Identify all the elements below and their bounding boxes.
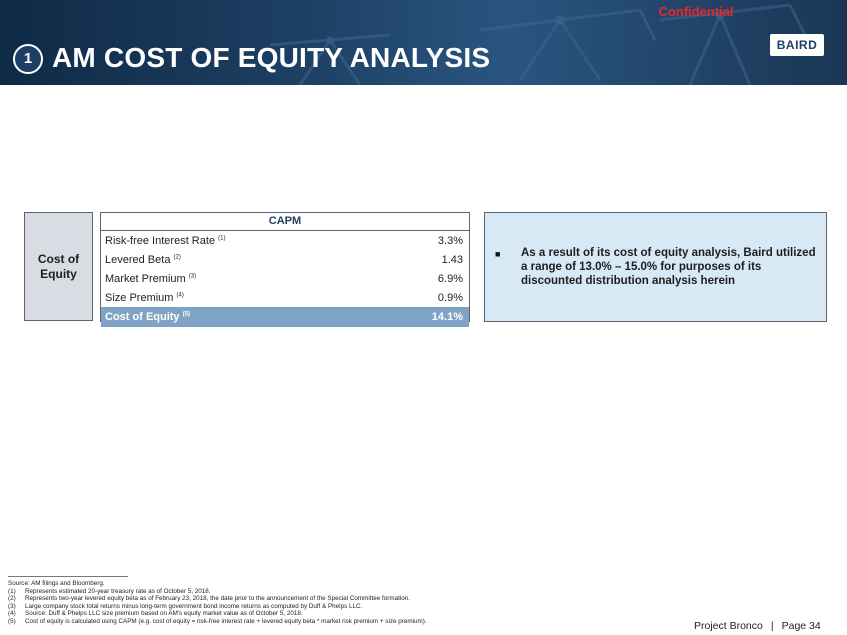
source-note: Source: AM filings and Bloomberg. — [8, 580, 105, 587]
row-value: 6.9% — [437, 272, 463, 285]
total-label: Cost of Equity $^{(5)}$ — [105, 311, 190, 323]
confidential-label: Confidential — [658, 4, 734, 19]
table-row — [101, 288, 469, 307]
table-row — [101, 250, 469, 269]
footnote-item: (4) Source: Duff & Phelps LLC size premium based on AM's equity market value as of October 5, 2018. — [8, 610, 303, 618]
bullet-icon: ■ — [495, 249, 501, 259]
row-label: Levered Beta $^{(2)}$ — [105, 253, 181, 266]
baird-logo: BAIRD — [770, 34, 824, 56]
footer-separator: | — [770, 620, 774, 632]
table-row — [101, 231, 469, 250]
footnote-divider — [8, 576, 128, 577]
project-name: Project Bronco — [694, 620, 763, 632]
table-row — [101, 269, 469, 288]
row-label: Risk-free Interest Rate $^{(1)}$ — [105, 234, 226, 247]
capm-heading: CAPM — [101, 213, 469, 231]
header-banner — [0, 0, 847, 85]
capm-table — [100, 212, 470, 322]
page-number: Page 34 — [781, 620, 821, 632]
cost-of-equity-total-row — [101, 307, 469, 327]
footnote-item: (5) Cost of equity is calculated using CAPM (e.g. cost of equity = risk-free interest rate + levered equity beta * market risk premium + size premium). — [8, 617, 427, 625]
footnote-item: (1) Represents estimated 20-year treasury rate as of October 5, 2018. — [8, 587, 211, 595]
footnote-item: (2) Represents two-year levered equity beta as of February 23, 2018, the date prior to the announcement of the Special Committee formation. — [8, 595, 411, 603]
row-value: 1.43 — [441, 253, 463, 266]
row-value: 3.3% — [437, 234, 463, 247]
footnotes — [8, 576, 568, 626]
conclusion-text: As a result of its cost of equity analysis, Baird utilized a range of 13.0% – 15.0% for purposes of its discounted distribution analysis herein — [521, 247, 816, 287]
total-value: 14.1% — [431, 311, 463, 323]
row-label: Size Premium $^{(4)}$ — [105, 291, 184, 304]
row-label: Market Premium $^{(3)}$ — [105, 272, 197, 285]
row-value: 0.9% — [437, 291, 463, 304]
section-number-badge: 1 — [13, 44, 43, 74]
page-title: AM COST OF EQUITY ANALYSIS — [52, 42, 491, 73]
footnote-item: (3) Large company stock total returns minus long-term government bond income returns as computed by Duff & Phelps LLC. — [8, 602, 363, 610]
page-footer — [694, 620, 821, 632]
cost-of-equity-label: Cost of Equity — [24, 212, 93, 321]
conclusion-box — [484, 212, 827, 322]
